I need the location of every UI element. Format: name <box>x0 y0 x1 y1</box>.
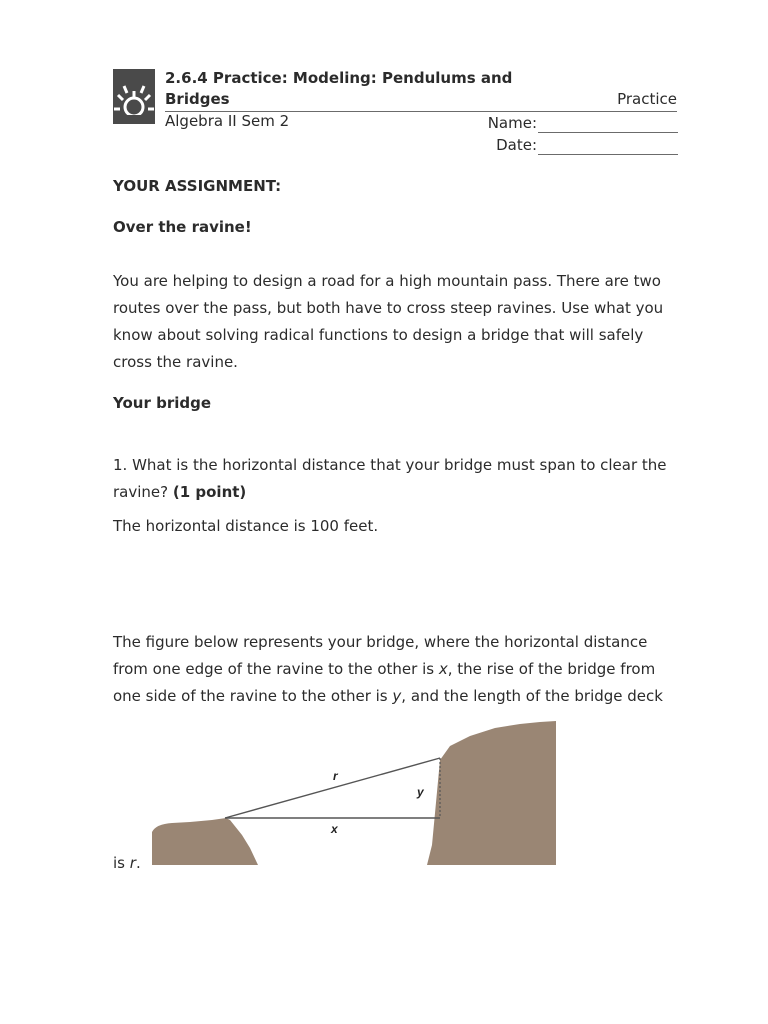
course-name: Algebra II Sem 2 <box>165 112 290 130</box>
question-1-points: (1 point) <box>172 483 247 501</box>
bridge-deck-r <box>225 758 440 818</box>
label-y: y <box>417 785 424 799</box>
figure-description <box>113 629 673 710</box>
period: . <box>135 854 141 872</box>
document-type-label: Practice <box>617 90 677 108</box>
name-field[interactable] <box>538 132 678 133</box>
assignment-title: 2.6.4 Practice: Modeling: Pendulums and Bridges <box>165 69 513 108</box>
date-label: Date: <box>496 136 537 154</box>
variable-r: r <box>129 854 136 872</box>
intro-paragraph: You are helping to design a road for a high mountain pass. There are two routes over the pass, but both have to cross steep ravines. Use what you know about solving radical functions to design a bridge that will safely cross the ravine. <box>113 272 664 371</box>
figure-description-end <box>113 850 153 877</box>
right-cliff <box>427 721 556 865</box>
section-title: Over the ravine! <box>113 218 252 236</box>
bridge-heading: Your bridge <box>113 394 212 412</box>
lightbulb-logo-icon <box>113 69 155 124</box>
label-r: r <box>333 769 338 783</box>
figure-text-b: , the rise of the bridge from one side of the ravine to the other is <box>113 660 656 705</box>
name-label: Name: <box>487 114 537 132</box>
assignment-heading: YOUR ASSIGNMENT: <box>113 177 282 195</box>
variable-y: y <box>392 687 402 705</box>
question-1-text: 1. What is the horizontal distance that your bridge must span to clear the ravine? <box>113 456 667 501</box>
question-1-answer: The horizontal distance is 100 feet. <box>113 517 379 535</box>
date-field[interactable] <box>538 154 678 155</box>
label-x: x <box>331 822 338 836</box>
figure-text-c: , and the length of the bridge deck <box>401 687 663 705</box>
is-text: is <box>113 854 130 872</box>
variable-x: x <box>438 660 448 678</box>
figure-text-a: The figure below represents your bridge, where the horizontal distance from one edge of the ravine to the other is <box>113 633 648 678</box>
bridge-diagram <box>150 720 558 866</box>
left-cliff <box>152 818 258 865</box>
question-1 <box>113 452 673 506</box>
